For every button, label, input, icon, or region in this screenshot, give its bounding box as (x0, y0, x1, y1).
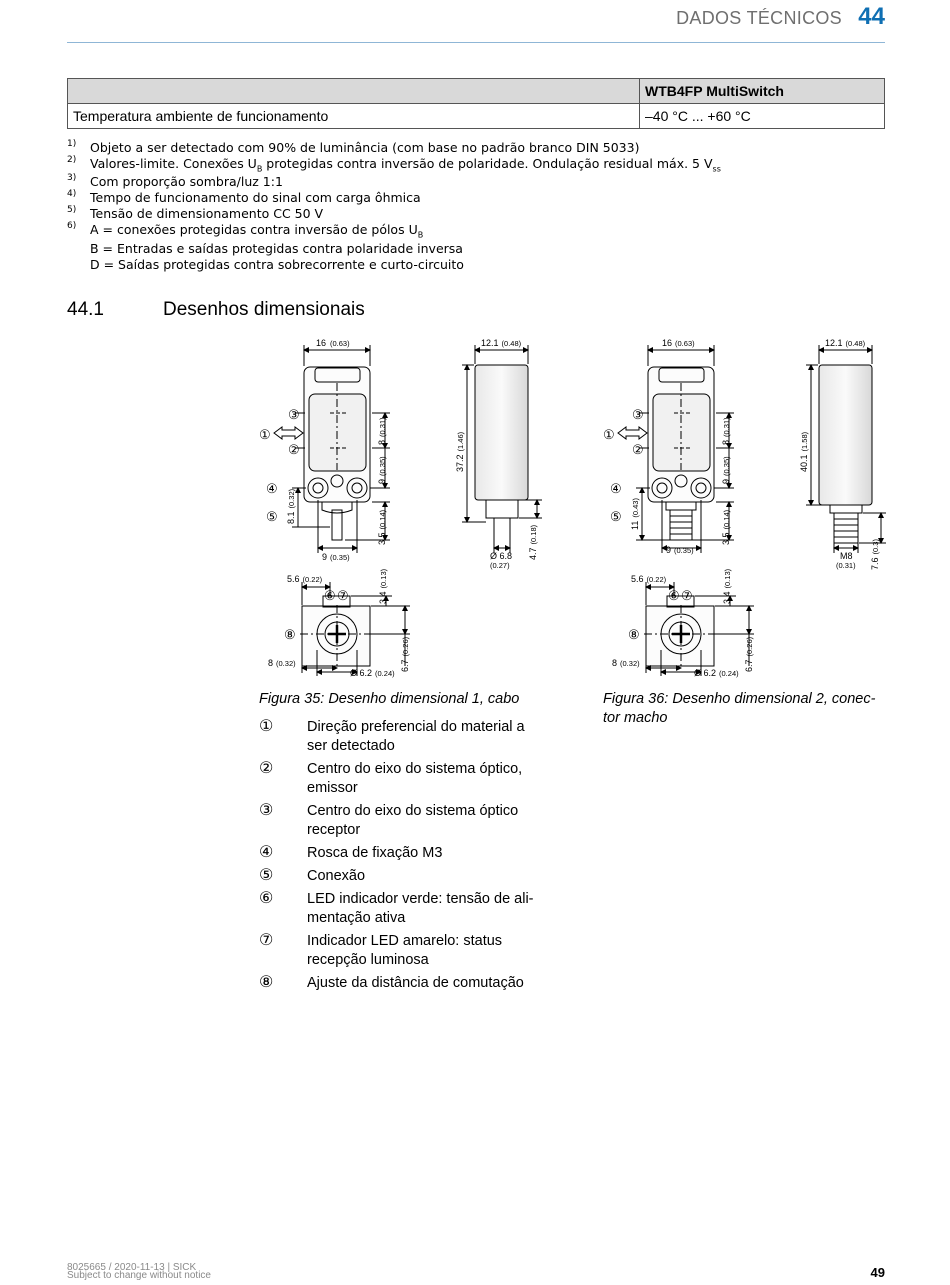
fig36-bottom-view (644, 582, 754, 676)
footnote-mark: 5) (67, 205, 77, 215)
footnote-mark: 2) (67, 155, 77, 165)
callout-2: ② (632, 442, 644, 457)
dim-label: Ø 6.2 (0.24) (694, 668, 739, 678)
dim-label: 6.7(0.26) (744, 636, 754, 672)
dim-label: 3.5(0.14) (377, 509, 387, 545)
dim-label: 37.2(1.46) (455, 431, 465, 472)
footnote-text: A = conexões protegidas contra inversão de pólos $U_B$ (90, 222, 424, 240)
callout-3: ③ (632, 407, 644, 422)
row-value-cell: –40 °C ... +60 °C (640, 104, 885, 129)
running-header-title: DADOS TÉCNICOS (676, 8, 842, 28)
section-number: 44.1 (67, 299, 104, 320)
callout-2: ② (288, 442, 300, 457)
footnote-text: Com proporção sombra/luz 1:1 (90, 174, 283, 189)
legend-number: ⑤ (259, 867, 274, 884)
legend-number: ② (259, 760, 274, 777)
legend-text: Indicador LED amarelo: status recepção luminosa (307, 933, 503, 968)
legend-text: Ajuste da distância de comutação (307, 975, 524, 991)
dim-label: 9(0.35) (721, 456, 731, 484)
dim-label: 8 (0.32) (612, 658, 640, 668)
dim-label: 8(0.31) (377, 417, 387, 445)
dim-label: 3.4(0.13) (722, 568, 732, 604)
dim-label: 5.6 (0.22) (287, 574, 323, 584)
footer-doc-id: 8025665 / 2020-11-13 | SICK (67, 1262, 197, 1273)
chapter-number: 44 (858, 3, 885, 30)
dim-label: 3.5(0.14) (721, 509, 731, 545)
legend-text: Direção preferencial do material a ser detectado (307, 719, 525, 754)
footnote-6-line-b: B = Entradas e saídas protegidas contra polaridade inversa (90, 241, 463, 256)
product-header-cell: WTB4FP MultiSwitch (640, 79, 885, 104)
callout-3: ③ (288, 407, 300, 422)
fig35-side-view (462, 345, 542, 553)
footnote-text: Tensão de dimensionamento CC 50 V (90, 206, 324, 221)
legend-text: Rosca de fixação M3 (307, 845, 443, 861)
dim-label: 8(0.31) (721, 417, 731, 445)
dim-label: 11(0.43) (630, 498, 640, 530)
dim-label: 12.1 (0.48) (481, 338, 522, 348)
legend-number: ⑥ (259, 890, 274, 907)
legend-text: Conexão (307, 868, 366, 884)
dim-label: 8 (0.32) (268, 658, 296, 668)
callout-6: ⑥ (668, 588, 680, 603)
dim-label: M8 (840, 551, 853, 561)
callout-4: ④ (610, 481, 622, 496)
figure-36-caption-line1: Figura 36: Desenho dimensional 2, conec- (603, 691, 876, 707)
legend-number: ④ (259, 844, 274, 861)
legend-number: ① (259, 718, 274, 735)
fig35-bottom-view (300, 582, 410, 676)
callout-1: ① (259, 427, 271, 442)
dim-label: 6.7(0.26) (400, 636, 410, 672)
dim-label: 12.1 (0.48) (825, 338, 866, 348)
dim-label: (0.31) (836, 561, 856, 570)
footnote-mark: 4) (67, 189, 77, 199)
footnote-mark: 6) (67, 221, 77, 231)
callout-5: ⑤ (266, 509, 278, 524)
dim-label: Ø 6.2 (0.24) (350, 668, 395, 678)
callout-1: ① (603, 427, 615, 442)
page-number: 49 (870, 1265, 885, 1280)
legend-number: ⑦ (259, 932, 274, 949)
legend-text: Centro do eixo do sistema óptico receptor (307, 803, 519, 838)
dim-label: (0.27) (490, 561, 510, 570)
footnote-text: Valores-limite. Conexões $U_B$ protegidas contra inversão de polaridade. Ondulação residual máx. 5 $V_{ss}$ (90, 156, 721, 174)
callout-6: ⑥ (324, 588, 336, 603)
footnote-6-line-d: D = Saídas protegidas contra sobrecorrente e curto-circuito (90, 257, 464, 272)
callout-8: ⑧ (628, 627, 640, 642)
figure-35-caption: Figura 35: Desenho dimensional 1, cabo (259, 691, 520, 707)
fig36-side-view (806, 345, 886, 553)
dim-label: 16 (316, 338, 327, 348)
dim-label: 3.4(0.13) (378, 568, 388, 604)
callout-5: ⑤ (610, 509, 622, 524)
dim-label: 40.1(1.58) (799, 431, 809, 472)
dim-label: Ø 6.8 (490, 551, 513, 561)
callout-8: ⑧ (284, 627, 296, 642)
dim-label: 5.6 (0.22) (631, 574, 667, 584)
dim-label: 16 (0.63) (662, 338, 695, 348)
callout-4: ④ (266, 481, 278, 496)
callout-7: ⑦ (681, 588, 693, 603)
row-label-cell: Temperatura ambiente de funcionamento (68, 104, 640, 129)
dim-label: 9 (0.35) (666, 545, 694, 555)
dim-label: 4.7(0.18) (528, 524, 538, 560)
footnote-text: Tempo de funcionamento do sinal com carga ôhmica (90, 190, 421, 205)
figure-36-caption-line2: tor macho (603, 710, 668, 726)
section-title: Desenhos dimensionais (163, 299, 365, 320)
legend-number: ③ (259, 802, 274, 819)
footer-notice: Subject to change without notice (67, 1270, 211, 1281)
dim-label: 8.1(0.32) (286, 488, 296, 524)
dim-label: (0.63) (330, 339, 350, 348)
legend-number: ⑧ (259, 974, 274, 991)
legend-text: LED indicador verde: tensão de ali- mentação ativa (307, 891, 534, 926)
dim-label: 7.6(0.3) (870, 539, 880, 570)
footnote-text: Objeto a ser detectado com 90% de luminância (com base no padrão branco DIN 5033) (90, 140, 640, 155)
footnote-mark: 3) (67, 173, 77, 183)
footnote-mark: 1) (67, 139, 77, 149)
dim-label: 9 (0.35) (322, 552, 350, 562)
dim-label: 9(0.35) (377, 456, 387, 484)
callout-7: ⑦ (337, 588, 349, 603)
legend-text: Centro do eixo do sistema óptico, emissor (307, 761, 523, 796)
